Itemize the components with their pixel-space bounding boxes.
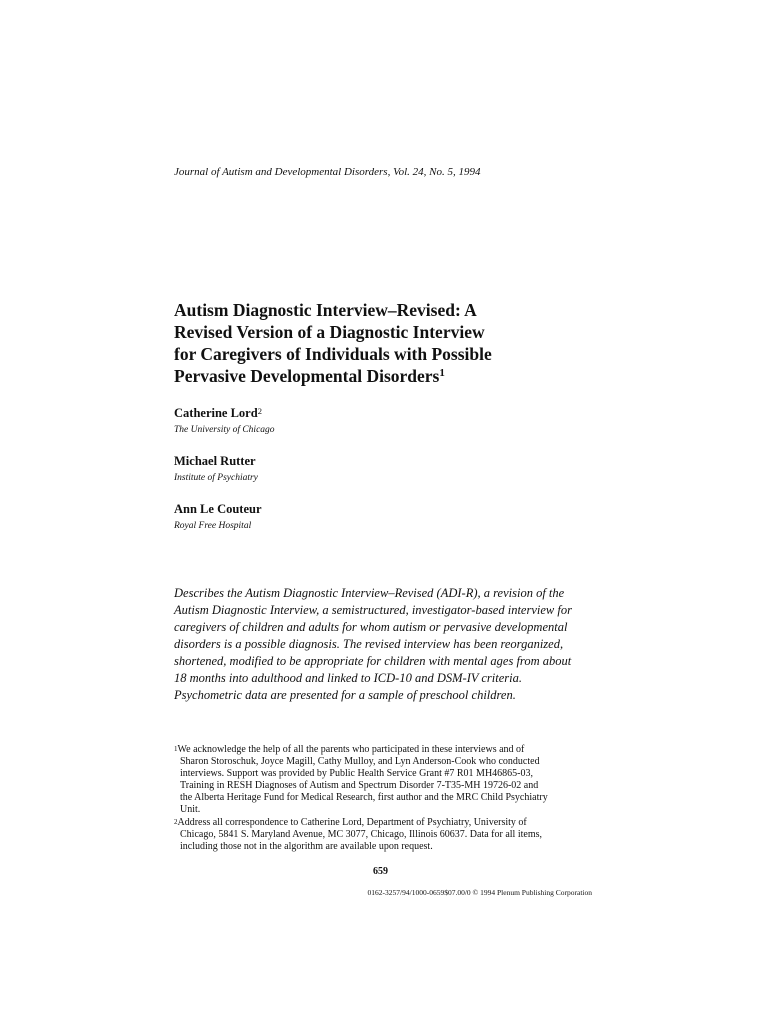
footnotes [174,744,598,853]
footnote-line: Unit. [180,804,201,816]
abstract [174,585,598,704]
title-line: Autism Diagnostic Interview–Revised: A [174,300,477,320]
footnote-text: We acknowledge the help of all the parents who participated in these interviews and of [177,744,525,755]
author-name-text: Michael Rutter [174,454,256,468]
title-line-text: Pervasive Developmental Disorders [174,366,440,386]
footnote-mark: 1 [174,745,178,753]
author-affiliation: Institute of Psychiatry [174,473,258,483]
abstract-line: disorders is a possible diagnosis. The revised interview has been reorganized, [174,637,564,651]
abstract-line: shortened, modified to be appropriate for children with mental ages from about [174,654,572,668]
footnote-line [174,817,598,829]
author-name-text: Catherine Lord [174,406,258,420]
author-affiliation: The University of Chicago [174,425,275,435]
footnote-line [174,744,598,756]
abstract-line: caregivers of children and adults for whom autism or pervasive developmental [174,620,568,634]
footnote-line: Sharon Storoschuk, Joyce Magill, Cathy Mulloy, and Lyn Anderson-Cook who conducted [180,756,540,768]
author-name-text: Ann Le Couteur [174,502,262,516]
article-title [174,299,594,387]
footnote-line: the Alberta Heritage Fund for Medical Research, first author and the MRC Child Psychiatry [180,792,548,804]
footnote-line: interviews. Support was provided by Public Health Service Grant #7 R01 MH46865-03, [180,768,534,780]
copyright-line: 0162-3257/94/1000-0659$07.00/0 © 1994 Plenum Publishing Corporation [367,888,592,897]
author-footnote-mark: 2 [257,406,262,416]
page-number: 659 [373,866,388,877]
abstract-line: Psychometric data are presented for a sample of preschool children. [174,688,516,702]
title-line: for Caregivers of Individuals with Possible [174,344,492,364]
footnote-line: Chicago, 5841 S. Maryland Avenue, MC 3077, Chicago, Illinois 60637. Data for all items, [180,828,542,840]
author-name [174,405,275,421]
footnote-line: including those not in the algorithm are available upon request. [180,840,433,852]
footnote-mark: 2 [174,817,178,826]
abstract-line: Autism Diagnostic Interview, a semistructured, investigator-based interview for [174,603,572,617]
journal-citation: Journal of Autism and Developmental Disorders, Vol. 24, No. 5, 1994 [174,166,481,178]
footnote-1 [174,744,598,817]
author-name [174,501,262,517]
author-name [174,453,258,469]
footnote-text: Address all correspondence to Catherine Lord, Department of Psychiatry, University of [177,816,527,828]
title-line-last [174,365,594,387]
author-block-1 [174,405,275,436]
abstract-line: 18 months into adulthood and linked to ICD-10 and DSM-IV criteria. [174,671,523,685]
author-block-2 [174,453,258,484]
footnote-line: Training in RESH Diagnoses of Autism and Spectrum Disorder 7-T35-MH 19726-02 and [180,780,539,792]
footnote-2 [174,817,598,853]
author-block-3 [174,501,262,532]
title-footnote-mark: 1 [439,367,445,379]
author-affiliation: Royal Free Hospital [174,521,252,531]
title-line: Revised Version of a Diagnostic Interview [174,322,485,342]
abstract-line: Describes the Autism Diagnostic Interview–Revised (ADI-R), a revision of the [174,586,565,600]
